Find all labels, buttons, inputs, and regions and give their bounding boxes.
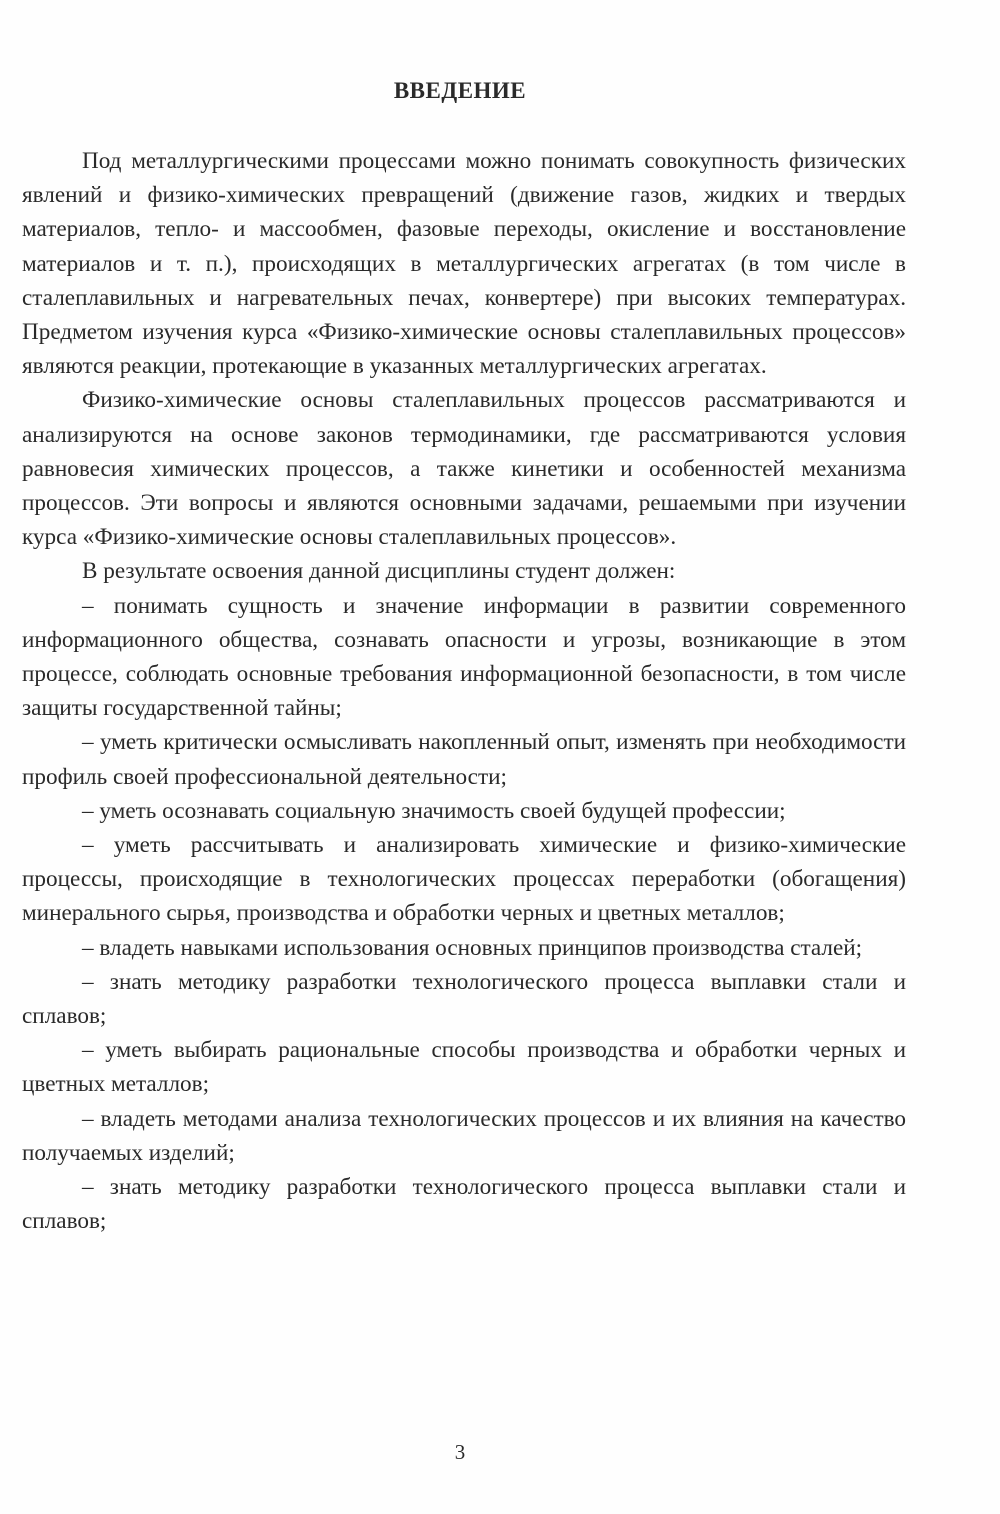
list-item: – уметь выбирать рациональные способы производства и обработки черных и цветных металлов; [22,1037,906,1098]
paragraph: Физико-химические основы сталеплавильных процессов рассматриваются и анализируются на основе законов термодинамики, где рассматриваются условия равновесия химических процессов, а также кинетики и особенностей механизма процессов. Эти вопросы и являются основными задачами, решаемыми при изучении курса «Физико-химические основы сталеплавильных процессов». [22,387,906,551]
list-item: – уметь осознавать социальную значимость своей будущей профессии; [82,797,786,824]
list-item: – владеть навыками использования основных принципов производства сталей; [82,934,863,961]
list-item: – знать методику разработки технологического процесса выплавки стали и сплавов; [22,968,906,1030]
paragraph: В результате освоения данной дисциплины студент должен: [82,558,676,585]
page-number: 3 [454,1440,466,1464]
page-title: ВВЕДЕНИЕ [393,78,527,103]
list-item: – уметь рассчитывать и анализировать химические и физико-химические процессы, происходящие в технологических процессах переработки (обогащения) минерального сырья, производства и обработки черных и цветных металлов; [22,832,906,927]
list-item: – понимать сущность и значение информации в развитии современного информационного общества, сознавать опасности и угрозы, возникающие в этом процессе, соблюдать основные требования информационной безопасности, в том числе защиты государственной тайны; [22,592,906,722]
document-body [22,144,906,1239]
list-item: – уметь критически осмысливать накопленный опыт, изменять при необходимости профиль своей профессиональной деятельности; [22,729,906,790]
paragraph: Под металлургическими процессами можно понимать совокупность физических явлений и физико-химических превращений (движение газов, жидких и твердых материалов, тепло- и массообмен, фазовые переходы, окисление и восстановление материалов и т. п.), происходящих в металлургических агрегатах (в том числе в сталеплавильных и нагревательных печах, конвертере) при высоких температурах. Предметом изучения курса «Физико-химические основы сталеплавильных процессов» являются реакции, протекающие в указанных металлургических агрегатах. [22,148,906,380]
list-item: – знать методику разработки технологического процесса выплавки стали и сплавов; [22,1174,906,1235]
list-item: – владеть методами анализа технологических процессов и их влияния на качество получаемых изделий; [22,1105,906,1166]
